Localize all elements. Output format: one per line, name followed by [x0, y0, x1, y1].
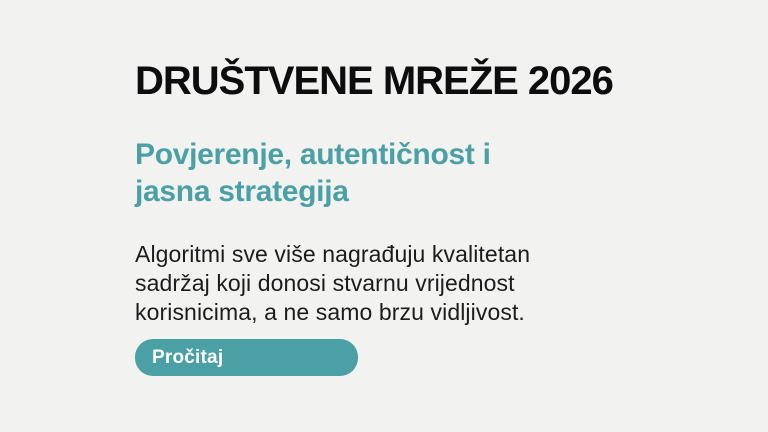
hero-subtitle-line: Povjerenje, autentičnost i [135, 138, 491, 171]
read-button-label: Pročitaj [152, 346, 224, 368]
read-button[interactable] [135, 339, 358, 376]
hero-subtitle [135, 136, 728, 210]
hero-body-line: sadržaj koji donosi stvarnu vrijednost [135, 270, 515, 296]
hero-subtitle-line: jasna strategija [135, 175, 349, 208]
hero-body-text [135, 240, 728, 327]
hero-body-line: Algoritmi sve više nagrađuju kvalitetan [135, 241, 531, 267]
page-title: DRUŠTVENE MREŽE 2026 [135, 59, 613, 103]
hero-body-line: korisnicima, a ne samo brzu vidljivost. [135, 299, 525, 325]
